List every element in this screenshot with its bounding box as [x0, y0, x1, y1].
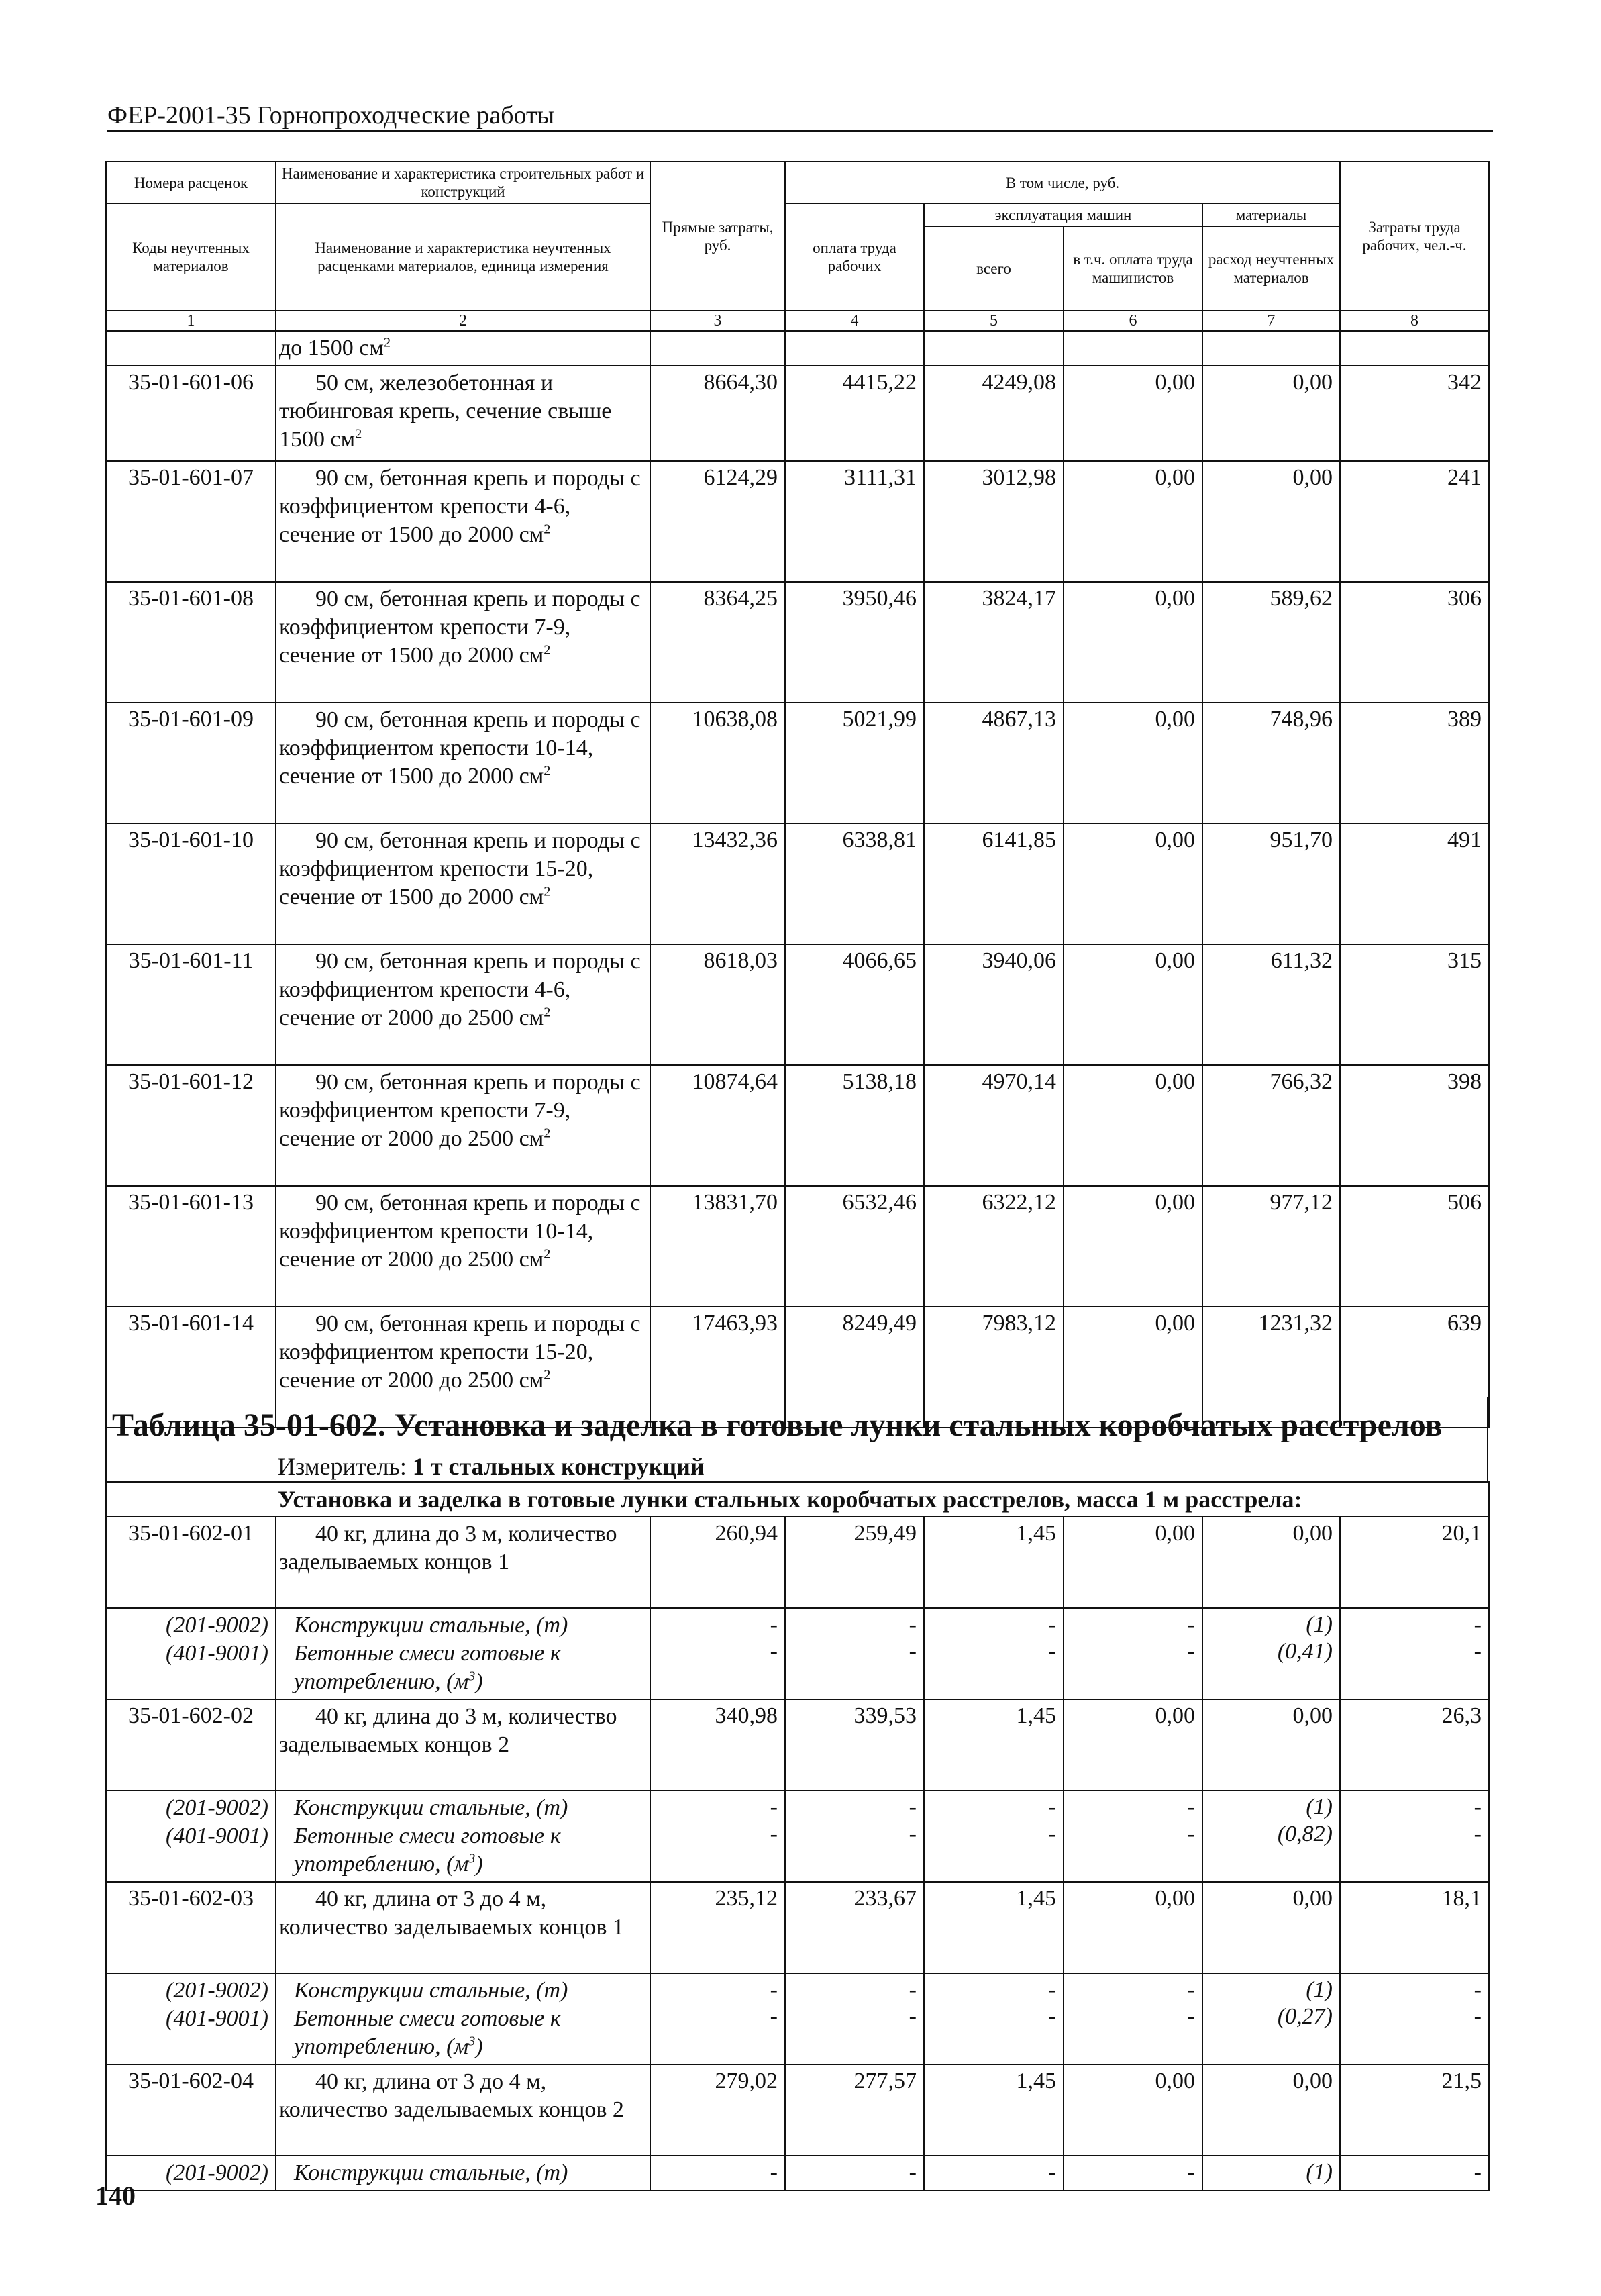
- dash: -: [909, 1821, 917, 1846]
- page-number: 140: [95, 2181, 136, 2211]
- col-head-machines: эксплуатация машин: [924, 203, 1202, 226]
- dash: -: [1474, 1977, 1482, 2002]
- material-name: Конструкции стальные, (т): [294, 2160, 568, 2185]
- material-dashes: [1064, 1791, 1202, 1882]
- rate-code: 35-01-601-14: [106, 1307, 276, 1428]
- value-materials: 0,00: [1202, 2064, 1340, 2156]
- rates-table-602: [105, 1481, 1490, 2191]
- material-qty-value: (0,27): [1277, 2004, 1333, 2029]
- material-dashes: [785, 1791, 924, 1882]
- material-dashes: [1064, 2156, 1202, 2191]
- rate-name-text: 40 кг, длина до 3 м, количество заделываемых концов 2: [279, 1704, 617, 1757]
- value-mach-labor: 0,00: [1064, 1882, 1202, 1973]
- header-row-2: [106, 203, 1489, 226]
- value-hours: 306: [1340, 582, 1489, 703]
- material-dashes: [1340, 2156, 1489, 2191]
- material-dashes: [924, 1608, 1064, 1699]
- section-row: [106, 1482, 1489, 1517]
- value-mach-labor: 0,00: [1064, 582, 1202, 703]
- dash: -: [909, 1977, 917, 2002]
- value-direct: 8664,30: [650, 366, 785, 461]
- column-number-row: [106, 311, 1489, 331]
- col-num: 5: [924, 311, 1064, 331]
- value-mach-total: 4970,14: [924, 1065, 1064, 1186]
- dash: -: [909, 1612, 917, 1637]
- dash: -: [770, 1639, 778, 1664]
- value-mach-total: 3940,06: [924, 944, 1064, 1065]
- material-names: [276, 2156, 650, 2191]
- material-name: Конструкции стальные, (т): [294, 1978, 568, 2003]
- value-mach-total: 3012,98: [924, 461, 1064, 582]
- materials-row: [106, 1973, 1489, 2064]
- value-hours: 241: [1340, 461, 1489, 582]
- material-dashes: [1340, 1791, 1489, 1882]
- superscript: 3: [468, 1668, 476, 1684]
- section-title: Установка и заделка в готовые лунки стальных коробчатых расстрелов, масса 1 м расстрела:: [106, 1482, 1489, 1517]
- col-num: 6: [1064, 311, 1202, 331]
- value-hours: 26,3: [1340, 1699, 1489, 1791]
- value-mach-labor: 0,00: [1064, 1065, 1202, 1186]
- value-mach-labor: 0,00: [1064, 366, 1202, 461]
- value-materials: 0,00: [1202, 1517, 1340, 1608]
- rate-code: 35-01-602-03: [106, 1882, 276, 1973]
- value-direct: 13831,70: [650, 1186, 785, 1307]
- material-dashes: [1340, 1608, 1489, 1699]
- table-title: Таблица 35-01-602. Установка и заделка в готовые лунки стальных коробчатых расстрелов: [112, 1407, 1443, 1443]
- col-head-mat-name: Наименование и характеристика неучтенных расценками материалов, единица измерения: [276, 203, 650, 311]
- value-labor: 277,57: [785, 2064, 924, 2156]
- dash: -: [1474, 1795, 1482, 1819]
- value-materials: 748,96: [1202, 703, 1340, 823]
- rate-name-text: 90 см, бетонная крепь и породы с коэффициентом крепости 4-6, сечение от 1500 до 2000 см: [279, 466, 641, 547]
- dash: -: [770, 1821, 778, 1846]
- rate-name: [276, 944, 650, 1065]
- material-code: (201-9002): [166, 1795, 268, 1820]
- dash: -: [1048, 1612, 1056, 1637]
- value-mach-labor: 0,00: [1064, 1186, 1202, 1307]
- material-dashes: [785, 1973, 924, 2064]
- rate-name-text: 90 см, бетонная крепь и породы с коэффициентом крепости 7-9, сечение от 1500 до 2000 см: [279, 587, 641, 668]
- material-name: Бетонные смеси готовые к употреблению, (м: [294, 1824, 561, 1877]
- value-materials: 589,62: [1202, 582, 1340, 703]
- dash: -: [1048, 2160, 1056, 2185]
- material-code: (401-9001): [166, 1824, 268, 1848]
- rate-code: 35-01-601-13: [106, 1186, 276, 1307]
- value-materials: 951,70: [1202, 823, 1340, 944]
- rate-code: 35-01-601-06: [106, 366, 276, 461]
- rate-row: [106, 1517, 1489, 1608]
- material-names: [276, 1791, 650, 1882]
- material-qty-value: (1): [1306, 2160, 1333, 2185]
- value-mach-labor: 0,00: [1064, 944, 1202, 1065]
- material-code: (201-9002): [166, 1613, 268, 1638]
- value-labor: 339,53: [785, 1699, 924, 1791]
- value-hours: 342: [1340, 366, 1489, 461]
- material-qty-value: (0,82): [1277, 1821, 1333, 1846]
- value-hours: 491: [1340, 823, 1489, 944]
- material-dashes: [650, 1608, 785, 1699]
- value-hours: 21,5: [1340, 2064, 1489, 2156]
- value-hours: 315: [1340, 944, 1489, 1065]
- material-dashes: [650, 2156, 785, 2191]
- rate-code: 35-01-601-09: [106, 703, 276, 823]
- superscript: 2: [544, 1005, 551, 1020]
- col-head-mach-total: всего: [924, 226, 1064, 311]
- value-mach-total: 1,45: [924, 1517, 1064, 1608]
- continuation-row: [106, 331, 1489, 366]
- value-labor: 5021,99: [785, 703, 924, 823]
- dash: -: [770, 2160, 778, 2185]
- value-labor: 3111,31: [785, 461, 924, 582]
- rate-row: [106, 1699, 1489, 1791]
- dash: -: [1187, 1612, 1195, 1637]
- material-codes: [106, 1791, 276, 1882]
- rates-table-601: [105, 161, 1490, 1428]
- dash: -: [1048, 1795, 1056, 1819]
- close-paren: ): [475, 1669, 483, 1694]
- value-materials: 766,32: [1202, 1065, 1340, 1186]
- dash: -: [1474, 1612, 1482, 1637]
- materials-row: [106, 2156, 1489, 2191]
- value-mach-labor: 0,00: [1064, 2064, 1202, 2156]
- value-mach-labor: 0,00: [1064, 1307, 1202, 1428]
- material-names: [276, 1608, 650, 1699]
- rate-row: [106, 703, 1489, 823]
- value-materials: 977,12: [1202, 1186, 1340, 1307]
- rate-name: [276, 1699, 650, 1791]
- value-mach-labor: 0,00: [1064, 703, 1202, 823]
- material-dashes: [1340, 1973, 1489, 2064]
- rate-name: [276, 461, 650, 582]
- value-mach-total: 1,45: [924, 2064, 1064, 2156]
- value-labor: 3950,46: [785, 582, 924, 703]
- rate-name-text: 90 см, бетонная крепь и породы с коэффициентом крепости 10-14, сечение от 1500 до 2000 см: [279, 707, 641, 789]
- superscript: 2: [544, 642, 551, 658]
- header-row-1: [106, 162, 1489, 203]
- material-name: Бетонные смеси готовые к употреблению, (м: [294, 2006, 561, 2059]
- dash: -: [1474, 1639, 1482, 1664]
- value-materials: 0,00: [1202, 1699, 1340, 1791]
- close-paren: ): [475, 2034, 483, 2059]
- value-direct: 8618,03: [650, 944, 785, 1065]
- value-mach-total: 4249,08: [924, 366, 1064, 461]
- rate-name: [276, 703, 650, 823]
- value-direct: 10638,08: [650, 703, 785, 823]
- rate-row: [106, 1065, 1489, 1186]
- rate-row: [106, 461, 1489, 582]
- value-mach-total: 1,45: [924, 1699, 1064, 1791]
- dash: -: [1187, 1639, 1195, 1664]
- superscript: 3: [468, 1851, 476, 1866]
- dash: -: [909, 1795, 917, 1819]
- superscript: 2: [544, 763, 551, 779]
- material-code: (401-9001): [166, 1641, 268, 1666]
- dash: -: [1187, 1795, 1195, 1819]
- superscript: 2: [544, 1246, 551, 1262]
- material-code: (201-9002): [166, 1978, 268, 2003]
- rate-code: 35-01-601-10: [106, 823, 276, 944]
- col-head-mat-usage: расход неучтенных материалов: [1202, 226, 1340, 311]
- value-materials: 0,00: [1202, 366, 1340, 461]
- dash: -: [1048, 1821, 1056, 1846]
- material-dashes: [924, 2156, 1064, 2191]
- col-head-mach-labor: в т.ч. оплата труда машинистов: [1064, 226, 1202, 311]
- value-mach-total: 3824,17: [924, 582, 1064, 703]
- material-qty: [1202, 2156, 1340, 2191]
- value-hours: 389: [1340, 703, 1489, 823]
- dash: -: [770, 1612, 778, 1637]
- rate-name: [276, 2064, 650, 2156]
- dash: -: [1187, 2004, 1195, 2029]
- rate-name: [276, 823, 650, 944]
- value-materials: 611,32: [1202, 944, 1340, 1065]
- value-materials: 0,00: [1202, 1882, 1340, 1973]
- material-name-line: [279, 1640, 643, 1696]
- rate-name-text: 90 см, бетонная крепь и породы с коэффициентом крепости 7-9, сечение от 2000 до 2500 см: [279, 1070, 641, 1151]
- value-labor: 4066,65: [785, 944, 924, 1065]
- col-head-direct: Прямые затраты, руб.: [650, 162, 785, 311]
- col-num: 7: [1202, 311, 1340, 331]
- rate-code: 35-01-602-02: [106, 1699, 276, 1791]
- rate-name: [276, 582, 650, 703]
- value-hours: 506: [1340, 1186, 1489, 1307]
- rate-row: [106, 1186, 1489, 1307]
- rate-name-text: 90 см, бетонная крепь и породы с коэффициентом крепости 15-20, сечение от 2000 до 2500 см: [279, 1311, 641, 1393]
- value-direct: 260,94: [650, 1517, 785, 1608]
- material-name-line: [279, 1822, 643, 1879]
- rate-name-text: 40 кг, длина до 3 м, количество заделываемых концов 1: [279, 1521, 617, 1575]
- col-head-mat-codes: Коды неучтенных материалов: [106, 203, 276, 311]
- dash: -: [1048, 1639, 1056, 1664]
- rows-602: [106, 1517, 1489, 2191]
- value-direct: 8364,25: [650, 582, 785, 703]
- rate-name-text: 40 кг, длина от 3 до 4 м, количество заделываемых концов 2: [279, 2069, 624, 2122]
- value-mach-total: 6322,12: [924, 1186, 1064, 1307]
- col-head-materials: материалы: [1202, 203, 1340, 226]
- col-head-hours: Затраты труда рабочих, чел.-ч.: [1340, 162, 1489, 311]
- rate-code: 35-01-602-04: [106, 2064, 276, 2156]
- material-qty: [1202, 1608, 1340, 1699]
- material-qty: [1202, 1791, 1340, 1882]
- rate-code: 35-01-601-07: [106, 461, 276, 582]
- materials-row: [106, 1791, 1489, 1882]
- value-direct: 6124,29: [650, 461, 785, 582]
- value-mach-total: 4867,13: [924, 703, 1064, 823]
- material-names: [276, 1973, 650, 2064]
- value-labor: 4415,22: [785, 366, 924, 461]
- dash: -: [1474, 2004, 1482, 2029]
- rate-row: [106, 944, 1489, 1065]
- value-mach-total: 6141,85: [924, 823, 1064, 944]
- value-hours: 639: [1340, 1307, 1489, 1428]
- col-head-codes: Номера расценок: [106, 162, 276, 203]
- value-labor: 6338,81: [785, 823, 924, 944]
- value-labor: 8249,49: [785, 1307, 924, 1428]
- superscript: 2: [544, 884, 551, 899]
- rate-code: 35-01-601-12: [106, 1065, 276, 1186]
- rate-code: 35-01-601-11: [106, 944, 276, 1065]
- materials-row: [106, 1608, 1489, 1699]
- dash: -: [1048, 2004, 1056, 2029]
- material-dashes: [1064, 1973, 1202, 2064]
- rows-601: [106, 366, 1489, 1428]
- rate-name-text: 40 кг, длина от 3 до 4 м, количество заделываемых концов 1: [279, 1887, 624, 1940]
- superscript: 3: [468, 2034, 476, 2049]
- material-name-line: [279, 2005, 643, 2061]
- dash: -: [770, 1795, 778, 1819]
- rate-name: [276, 1882, 650, 1973]
- dash: -: [1474, 2160, 1482, 2185]
- rate-code: 35-01-601-08: [106, 582, 276, 703]
- rate-row: [106, 823, 1489, 944]
- material-name: Конструкции стальные, (т): [294, 1795, 568, 1820]
- value-mach-total: 1,45: [924, 1882, 1064, 1973]
- material-dashes: [924, 1791, 1064, 1882]
- material-code: (201-9002): [166, 2160, 268, 2185]
- rate-row: [106, 1882, 1489, 1973]
- value-mach-labor: 0,00: [1064, 823, 1202, 944]
- col-head-name: Наименование и характеристика строительных работ и конструкций: [276, 162, 650, 203]
- superscript: 2: [544, 1126, 551, 1141]
- dash: -: [1187, 2160, 1195, 2185]
- col-num: 8: [1340, 311, 1489, 331]
- dash: -: [1048, 1977, 1056, 2002]
- material-dashes: [650, 1791, 785, 1882]
- col-head-labor: оплата труда рабочих: [785, 203, 924, 311]
- rate-row: [106, 582, 1489, 703]
- value-direct: 10874,64: [650, 1065, 785, 1186]
- value-hours: 18,1: [1340, 1882, 1489, 1973]
- rate-code: 35-01-602-01: [106, 1517, 276, 1608]
- material-qty-value: (1): [1306, 1977, 1333, 2002]
- superscript: 2: [544, 521, 551, 537]
- rate-name-text: 90 см, бетонная крепь и породы с коэффициентом крепости 10-14, сечение от 2000 до 2500 см: [279, 1191, 641, 1272]
- col-num: 4: [785, 311, 924, 331]
- unit-line: Измеритель: 1 т стальных конструкций: [278, 1453, 705, 1480]
- value-direct: 340,98: [650, 1699, 785, 1791]
- col-num: 2: [276, 311, 650, 331]
- material-dashes: [785, 1608, 924, 1699]
- dash: -: [770, 1977, 778, 2002]
- value-materials: 0,00: [1202, 461, 1340, 582]
- material-dashes: [1064, 1608, 1202, 1699]
- rate-name-text: 50 см, железобетонная и тюбинговая крепь, сечение свыше 1500 см: [279, 370, 612, 452]
- material-dashes: [785, 2156, 924, 2191]
- empty-cell: [106, 331, 276, 366]
- table-caption: [105, 1397, 1488, 1482]
- rate-name: [276, 366, 650, 461]
- dash: -: [909, 2004, 917, 2029]
- value-direct: 13432,36: [650, 823, 785, 944]
- value-mach-labor: 0,00: [1064, 1517, 1202, 1608]
- close-paren: ): [475, 1852, 483, 1877]
- material-code: (401-9001): [166, 2006, 268, 2031]
- value-hours: 20,1: [1340, 1517, 1489, 1608]
- rate-name-text: 90 см, бетонная крепь и породы с коэффициентом крепости 15-20, сечение от 1500 до 2000 см: [279, 828, 641, 909]
- col-head-incl: В том числе, руб.: [785, 162, 1340, 203]
- value-mach-total: 7983,12: [924, 1307, 1064, 1428]
- material-name: Конструкции стальные, (т): [294, 1613, 568, 1638]
- rate-row: [106, 2064, 1489, 2156]
- material-codes: [106, 1973, 276, 2064]
- dash: -: [1187, 1977, 1195, 2002]
- material-qty-value: (1): [1306, 1612, 1333, 1637]
- value-materials: 1231,32: [1202, 1307, 1340, 1428]
- rate-row: [106, 366, 1489, 461]
- dash: -: [909, 1639, 917, 1664]
- dash: -: [770, 2004, 778, 2029]
- superscript: 2: [355, 426, 362, 442]
- material-dashes: [924, 1973, 1064, 2064]
- rate-name: [276, 1186, 650, 1307]
- continuation-text: до 1500 $см^2$: [276, 331, 650, 366]
- material-qty-value: (0,41): [1277, 1639, 1333, 1664]
- rate-name: [276, 1065, 650, 1186]
- dash: -: [1187, 1821, 1195, 1846]
- value-labor: 5138,18: [785, 1065, 924, 1186]
- value-direct: 17463,93: [650, 1307, 785, 1428]
- value-hours: 398: [1340, 1065, 1489, 1186]
- material-qty: [1202, 1973, 1340, 2064]
- value-mach-labor: 0,00: [1064, 461, 1202, 582]
- rate-name: [276, 1517, 650, 1608]
- material-qty-value: (1): [1306, 1795, 1333, 1819]
- dash: -: [1474, 1821, 1482, 1846]
- page-header: ФЕР-2001-35 Горнопроходческие работы: [107, 101, 1493, 132]
- value-labor: 259,49: [785, 1517, 924, 1608]
- material-name: Бетонные смеси готовые к употреблению, (м: [294, 1641, 561, 1694]
- col-num: 1: [106, 311, 276, 331]
- material-dashes: [650, 1973, 785, 2064]
- value-direct: 235,12: [650, 1882, 785, 1973]
- value-direct: 279,02: [650, 2064, 785, 2156]
- rate-name-text: 90 см, бетонная крепь и породы с коэффициентом крепости 4-6, сечение от 2000 до 2500 см: [279, 949, 641, 1030]
- material-codes: [106, 1608, 276, 1699]
- value-mach-labor: 0,00: [1064, 1699, 1202, 1791]
- superscript: 2: [544, 1367, 551, 1383]
- dash: -: [909, 2160, 917, 2185]
- value-labor: 6532,46: [785, 1186, 924, 1307]
- value-labor: 233,67: [785, 1882, 924, 1973]
- col-num: 3: [650, 311, 785, 331]
